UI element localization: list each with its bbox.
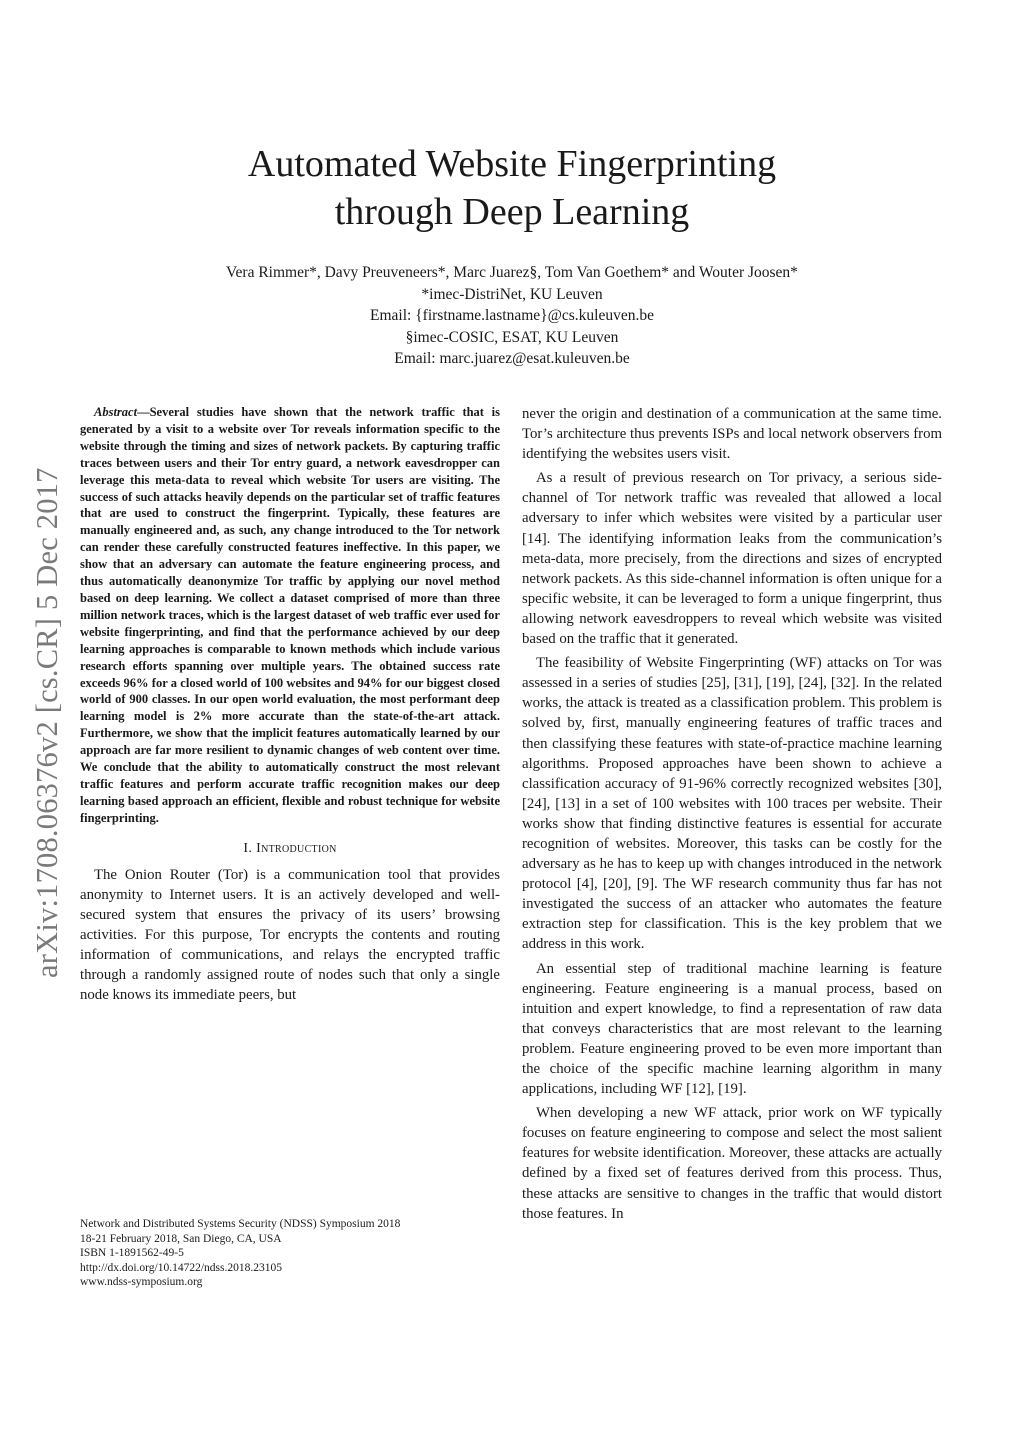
footnote-line: 18-21 February 2018, San Diego, CA, USA <box>80 1232 282 1245</box>
left-column <box>80 404 500 1009</box>
footnote-website-link[interactable]: www.ndss-symposium.org <box>80 1276 203 1288</box>
abstract-text: Several studies have shown that the network traffic that is generated by a visit to a website over Tor reveals information specific to the website through the timing and sizes of network packets. By capturing traffic traces between users and their Tor entry guard, a network eavesdropper can leverage this meta-data to reveal which website Tor users are visiting. The success of such attacks heavily depends on the particular set of traffic features that are used to construct the fingerprint. Typically, these features are manually engineered and, as such, any change introduced to the Tor network can render these carefully constructed features ineffective. In this paper, we show that an adversary can automate the feature engineering process, and thus automatically deanonymize Tor traffic by applying our novel method based on deep learning. We collect a dataset comprised of more than three million network traces, which is the largest dataset of web traffic ever used for website fingerprinting, and find that the performance achieved by our deep learning approaches is comparable to known methods which include various research efforts spanning over multiple years. The obtained success rate exceeds 96% for a closed world of 100 websites and 94% for our biggest closed world of 900 classes. In our open world evaluation, the most performant deep learning model is 2% more accurate than the state-of-the-art attack. Furthermore, we show that the implicit features automatically learned by our approach are far more resilient to dynamic changes of web content over time. We conclude that the ability to automatically construct the most relevant traffic features and perform accurate traffic recognition makes our deep learning based approach an efficient, flexible and robust technique for website fingerprinting. <box>80 405 500 825</box>
affiliation-distrinet: *imec-DistriNet, KU Leuven <box>421 285 603 303</box>
abstract <box>80 404 500 827</box>
author-names: Vera Rimmer*, Davy Preuveneers*, Marc Juarez§, Tom Van Goethem* and Wouter Joosen* <box>226 264 798 281</box>
arxiv-identifier: arXiv:1708.06376v2 [cs.CR] 5 Dec 2017 <box>30 467 64 978</box>
intro-paragraph-2: As a result of previous research on Tor privacy, a serious side-channel of Tor network traffic was revealed that allowed a local adversary to infer which websites were visited by a particular user [14]. The identifying information leaks from the communication’s meta-data, more precisely, from the directions and sizes of encrypted network packets. As this side-channel information is often unique for a specific website, it can be leveraged to form a unique fingerprint, thus allowing network eavesdroppers to reveal which website was visited based on the traffic that it generated. <box>522 470 942 648</box>
paper-title <box>0 140 1024 236</box>
intro-paragraph-1: The Onion Router (Tor) is a communication tool that provides anonymity to Internet users. It is an actively developed and well-secured system that ensures the privacy of its users’ browsing activities. For this purpose, Tor encrypts the contents and routing information of communications, and relays the encrypted traffic through a randomly assigned route of nodes such that only a single node knows its immediate peers, but <box>80 866 500 1004</box>
footnote-doi-link[interactable]: http://dx.doi.org/10.14722/ndss.2018.23105 <box>80 1261 283 1274</box>
affiliation-cosic: §imec-COSIC, ESAT, KU Leuven <box>405 328 619 346</box>
right-column <box>522 404 942 1228</box>
section-title: Introduction <box>256 840 337 856</box>
conference-footnote <box>80 1217 500 1290</box>
author-block <box>0 262 1024 370</box>
abstract-label: Abstract <box>94 405 138 419</box>
intro-paragraph-continued: never the origin and destination of a communication at the same time. Tor’s architecture thus prevents ISPs and local network observers from identifying the websites users visit. <box>522 406 942 463</box>
title-line-1: Automated Website Fingerprinting <box>247 143 777 185</box>
intro-paragraph-3: The feasibility of Website Fingerprinting (WF) attacks on Tor was assessed in a series of studies [25], [31], [19], [24], [32]. In the related works, the attack is treated as a classification problem. This problem is solved by, first, manually engineering features of traffic traces and then classifying these features with state-of-practice machine learning algorithms. Proposed approaches have been shown to achieve a classification accuracy of 91-96% correctly recognized websites [30], [24], [13] in a set of 100 websites with 100 traces per website. Their works show that finding distinctive features is essential for accurate recognition of websites. Moreover, this tasks can be costly for the adversary as he has to keep up with changes introduced in the network protocol [4], [20], [9]. The WF research community thus far has not investigated the success of an attacker who automates the feature extraction step for classification. This is the key problem that we address in this work. <box>522 655 942 953</box>
section-number: I. <box>243 840 253 856</box>
intro-paragraph-4: An essential step of traditional machine learning is feature engineering. Feature engineering is a manual process, based on intuition and expert knowledge, to find a representation of raw data that conveys characteristics that are most relevant to the learning problem. Feature engineering proved to be even more important than the choice of the specific machine learning algorithm in many applications, including WF [12], [19]. <box>522 960 942 1098</box>
title-line-2: through Deep Learning <box>334 191 690 233</box>
email-cosic: Email: marc.juarez@esat.kuleuven.be <box>394 350 630 367</box>
footnote-line: ISBN 1-1891562-49-5 <box>80 1247 184 1259</box>
email-distrinet: Email: {firstname.lastname}@cs.kuleuven.be <box>370 307 654 324</box>
section-heading-introduction <box>80 839 500 859</box>
intro-paragraph-5: When developing a new WF attack, prior work on WF typically focuses on feature engineering to compose and select the most salient features for website identification. Moreover, these attacks are actually defined by a fixed set of features derived from this process. Thus, these attacks are sensitive to changes in the traffic that would distort those features. In <box>522 1105 942 1222</box>
footnote-line: Network and Distributed Systems Security (NDSS) Symposium 2018 <box>80 1218 401 1230</box>
abstract-dash: — <box>137 405 150 419</box>
